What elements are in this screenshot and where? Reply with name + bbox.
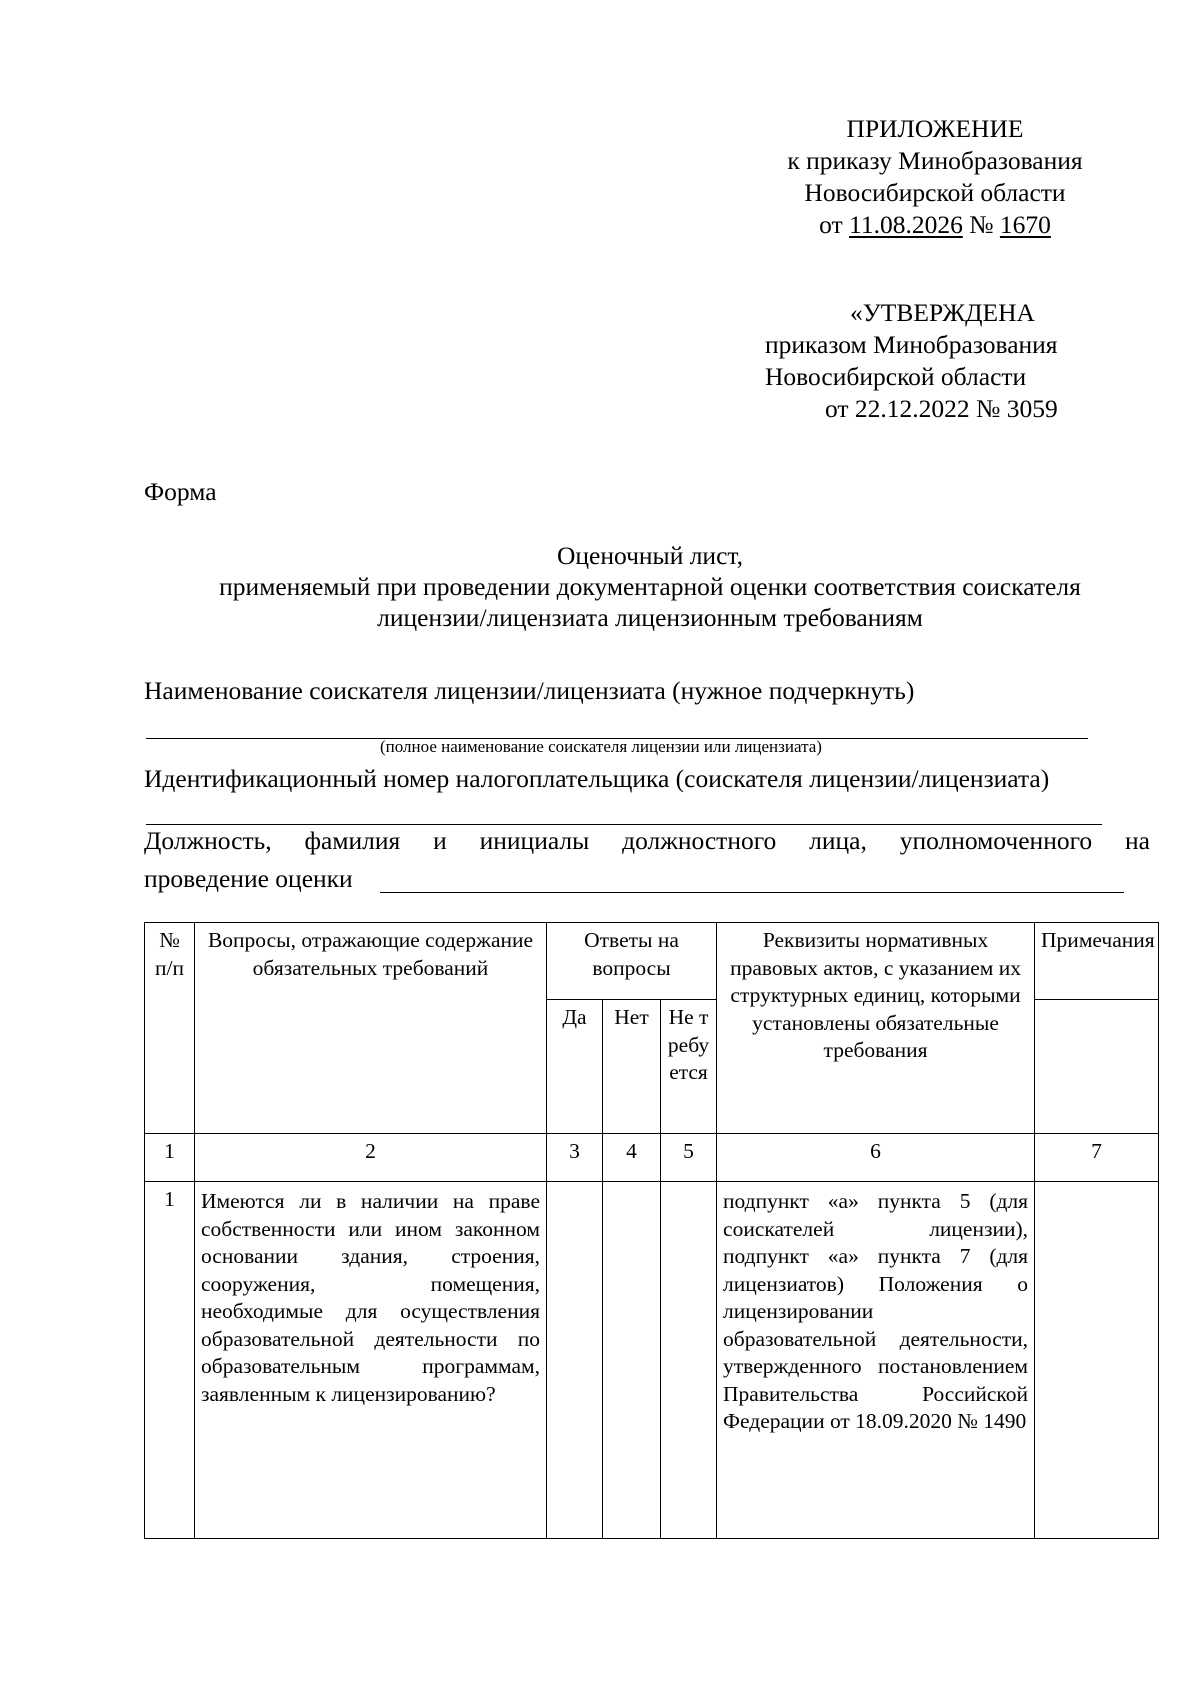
approved-title: «УТВЕРЖДЕНА (850, 298, 1035, 327)
header-notes-empty (1035, 1000, 1159, 1134)
column-number: 1 (145, 1134, 195, 1182)
official-label-line1: Должность, фамилия и инициалы должностного лица, уполномоченного на (144, 826, 1150, 855)
header-questions: Вопросы, отражающие содержание обязательных требований (195, 923, 547, 1134)
applicant-name-label: Наименование соискателя лицензии/лицензиата (нужное подчеркнуть) (144, 676, 915, 705)
column-number: 2 (195, 1134, 547, 1182)
header-not-required: Не требуется (661, 1000, 717, 1134)
row-yes-cell[interactable] (547, 1182, 603, 1539)
header-num: № п/п (145, 923, 195, 1134)
row-no-cell[interactable] (603, 1182, 661, 1539)
appendix-number: 1670 (999, 210, 1051, 239)
document-title-line2: применяемый при проведении документарной оценки соответствия соискателя (219, 572, 1081, 601)
row-question: Имеются ли в наличии на праве собственности или ином законном основании здания, строения, сооружения, помещения, необходимые для осуществления образовательной деятельности по образовательным программам, заявленным к лицензированию? (195, 1182, 547, 1539)
column-number: 5 (661, 1134, 717, 1182)
row-not-required-cell[interactable] (661, 1182, 717, 1539)
column-number: 4 (603, 1134, 661, 1182)
document-title (130, 540, 1170, 633)
row-requisites: подпункт «а» пункта 5 (для соискателей лицензии), подпункт «а» пункта 7 (для лицензиатов) Положения о лицензировании образовательной деятельности, утвержденного постановлением Правительства Российской Федерации от 18.09.2020 № 1490 (717, 1182, 1035, 1539)
column-number: 6 (717, 1134, 1035, 1182)
appendix-line2: Новосибирской области (804, 178, 1066, 207)
header-notes: Примечания (1035, 923, 1159, 1000)
appendix-date-line (760, 209, 1110, 241)
appendix-from: от (819, 210, 843, 239)
approved-line2: Новосибирской области (765, 362, 1027, 391)
column-numbers-row (145, 1134, 1159, 1182)
inn-line[interactable] (146, 824, 1102, 825)
approved-line1: приказом Минобразования (765, 330, 1058, 359)
appendix-line1: к приказу Минобразования (787, 146, 1083, 175)
column-number: 3 (547, 1134, 603, 1182)
official-line[interactable] (380, 892, 1124, 893)
appendix-number-sign: № (969, 210, 994, 239)
appendix-date: 11.08.2026 (849, 210, 963, 239)
document-title-line1: Оценочный лист, (556, 541, 744, 570)
appendix-block (760, 113, 1110, 241)
row-notes-cell[interactable] (1035, 1182, 1159, 1539)
form-label: Форма (144, 477, 217, 506)
official-label-line2: проведение оценки (144, 864, 353, 893)
row-num: 1 (145, 1182, 195, 1539)
header-no: Нет (603, 1000, 661, 1134)
assessment-table (144, 922, 1159, 1539)
header-requisites: Реквизиты нормативных правовых актов, с указанием их структурных единиц, которыми установлены обязательные требования (717, 923, 1035, 1134)
appendix-title: ПРИЛОЖЕНИЕ (846, 114, 1024, 143)
table-row (145, 1182, 1159, 1539)
column-number: 7 (1035, 1134, 1159, 1182)
document-title-line3: лицензии/лицензиата лицензионным требованиям (377, 603, 923, 632)
applicant-name-hint: (полное наименование соискателя лицензии или лицензиата) (380, 737, 822, 756)
header-yes: Да (547, 1000, 603, 1134)
table-header-row (145, 923, 1159, 1000)
approved-line3: от 22.12.2022 № 3059 (825, 394, 1058, 423)
header-answers: Ответы на вопросы (547, 923, 717, 1000)
inn-label: Идентификационный номер налогоплательщика (соискателя лицензии/лицензиата) (144, 764, 1050, 793)
